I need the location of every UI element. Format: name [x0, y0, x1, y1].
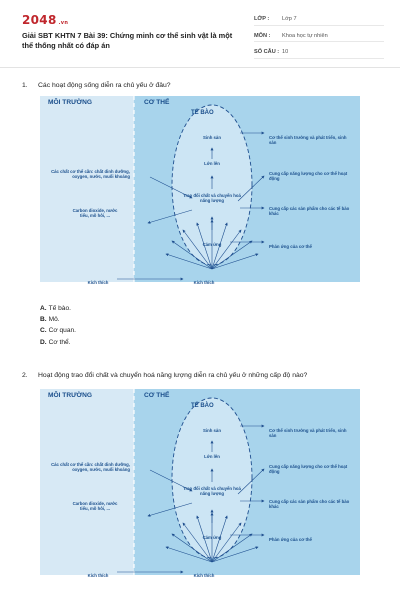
- meta-class-value: Lớp 7: [282, 16, 297, 23]
- energy-label: Cung cấp năng lượng cho cơ thể hoạt động: [269, 171, 348, 182]
- question-1-number: 1.: [22, 82, 28, 89]
- body-label: CƠ THỂ: [144, 99, 170, 106]
- option-a-key: A.: [40, 305, 47, 312]
- option-d-key: D.: [40, 338, 47, 346]
- question-2-text: Hoạt động trao đổi chất và chuyển hoá năng lượng diễn ra chủ yếu ở những cấp độ nào?: [38, 372, 308, 379]
- document-title: Giải SBT KHTN 7 Bài 39: Chứng minh cơ thể sinh vật là một thể thống nhất có đáp án: [22, 31, 233, 50]
- logo-suffix: .vn: [58, 20, 69, 26]
- page-header: [0, 0, 400, 68]
- question-2-number: 2.: [22, 372, 28, 379]
- energy-label: Cung cấp năng lượng cho cơ thể hoạt động: [269, 464, 348, 475]
- meta-count-row: [254, 47, 384, 59]
- response-label: Cảm ứng: [202, 242, 222, 247]
- meta-count-key: SỐ CÂU :: [254, 49, 280, 56]
- life-activities-diagram-1: [40, 96, 360, 285]
- option-d-text: Cơ thể.: [48, 338, 71, 346]
- body-response-label: Phản ứng của cơ thể: [269, 537, 312, 542]
- products-label: Cung cấp các sản phẩm cho các tế bào khác: [269, 206, 350, 217]
- environment-label: MÔI TRƯỜNG: [48, 99, 93, 106]
- question-1-options: [40, 305, 76, 350]
- reproduction-label: Sinh sản: [203, 428, 221, 433]
- logo-text: 2048: [22, 13, 57, 27]
- body-growth-label: Cơ thể sinh trưởng và phát triển, sinh sản: [269, 428, 347, 439]
- body-stimulus-label: Kích thích: [193, 573, 215, 578]
- response-label: Cảm ứng: [202, 535, 222, 540]
- meta-subject-key: MÔN :: [254, 32, 271, 39]
- option-b-key: B.: [40, 316, 47, 324]
- cell-label: TẾ BÀO: [191, 110, 214, 116]
- diagram-graphics: [40, 96, 360, 282]
- meta-subject-value: Khoa học tự nhiên: [282, 32, 328, 39]
- option-b[interactable]: [40, 316, 76, 327]
- wastes-label: Carbon dioxide, nước tiểu, mồ hôi, ...: [72, 208, 118, 219]
- growth-label: Lớn lên: [204, 161, 220, 166]
- metabolism-label: Trao đổi chất và chuyển hoá năng lượng: [183, 193, 241, 204]
- option-c-text: Cơ quan.: [48, 327, 77, 335]
- diagram-graphics: [40, 389, 360, 575]
- growth-label: Lớn lên: [204, 454, 220, 459]
- body-growth-label: Cơ thể sinh trưởng và phát triển, sinh sản: [269, 135, 347, 146]
- document-meta: [254, 14, 384, 64]
- meta-subject-row: [254, 31, 384, 43]
- reproduction-label: Sinh sản: [203, 135, 221, 140]
- products-label: Cung cấp các sản phẩm cho các tế bào khác: [269, 499, 350, 510]
- option-c[interactable]: [40, 327, 76, 338]
- option-c-key: C.: [40, 327, 47, 335]
- environment-label: MÔI TRƯỜNG: [48, 392, 93, 399]
- meta-class-row: [254, 14, 384, 26]
- site-logo[interactable]: [22, 13, 68, 27]
- question-1: [22, 82, 171, 89]
- environment-stimulus-label: Kích thích: [87, 573, 109, 578]
- body-label: CƠ THỂ: [144, 392, 170, 399]
- option-d[interactable]: [40, 339, 76, 350]
- environment-stimulus-label: Kích thích: [87, 280, 109, 285]
- cell-label: TẾ BÀO: [191, 403, 214, 409]
- question-2: [22, 372, 307, 379]
- life-activities-diagram-2: [40, 389, 360, 578]
- wastes-label: Carbon dioxide, nước tiểu, mồ hôi, ...: [72, 501, 118, 512]
- option-a-text: Tế bào.: [48, 305, 71, 312]
- meta-count-value: 10: [282, 49, 289, 56]
- option-b-text: Mô.: [48, 316, 60, 324]
- meta-class-key: LỚP :: [254, 16, 270, 23]
- nutrients-label: Các chất cơ thể cần: chất dinh dưỡng, oxygen, nước, muối khoáng: [51, 462, 130, 473]
- option-a[interactable]: [40, 305, 76, 316]
- body-stimulus-label: Kích thích: [193, 280, 215, 285]
- body-response-label: Phản ứng của cơ thể: [269, 244, 312, 249]
- nutrients-label: Các chất cơ thể cần: chất dinh dưỡng, oxygen, nước, muối khoáng: [51, 169, 130, 180]
- question-1-text: Các hoạt động sống diễn ra chủ yếu ở đâu?: [38, 82, 171, 89]
- metabolism-label: Trao đổi chất và chuyển hoá năng lượng: [183, 486, 241, 497]
